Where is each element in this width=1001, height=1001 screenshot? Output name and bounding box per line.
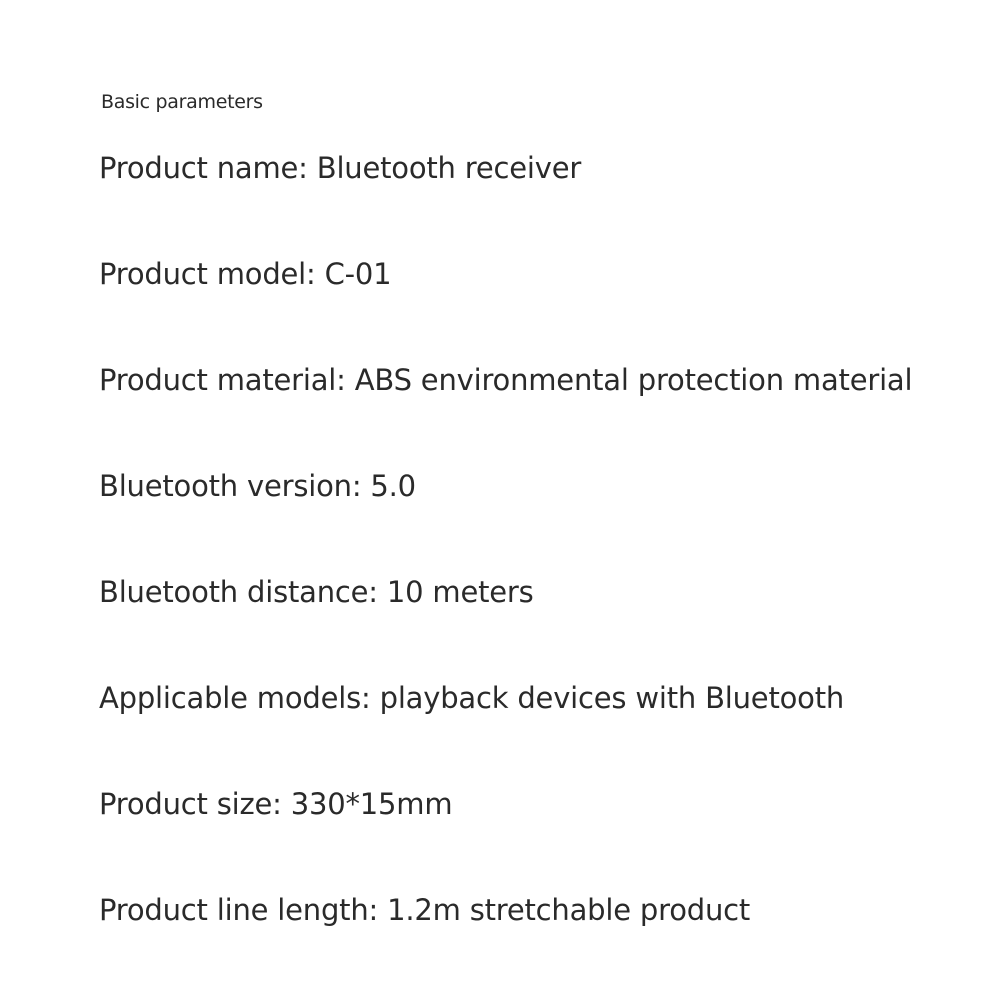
spec-product-size: Product size: 330*15mm xyxy=(99,787,453,821)
spec-product-line-length: Product line length: 1.2m stretchable product xyxy=(99,893,751,927)
spec-applicable-models: Applicable models: playback devices with Bluetooth xyxy=(99,681,845,715)
spec-product-model: Product model: C-01 xyxy=(99,257,392,291)
section-heading: Basic parameters xyxy=(101,91,263,113)
spec-bluetooth-distance: Bluetooth distance: 10 meters xyxy=(99,575,534,609)
spec-bluetooth-version: Bluetooth version: 5.0 xyxy=(99,469,416,503)
spec-product-material: Product material: ABS environmental protection material xyxy=(99,363,913,397)
spec-product-name: Product name: Bluetooth receiver xyxy=(99,151,582,185)
